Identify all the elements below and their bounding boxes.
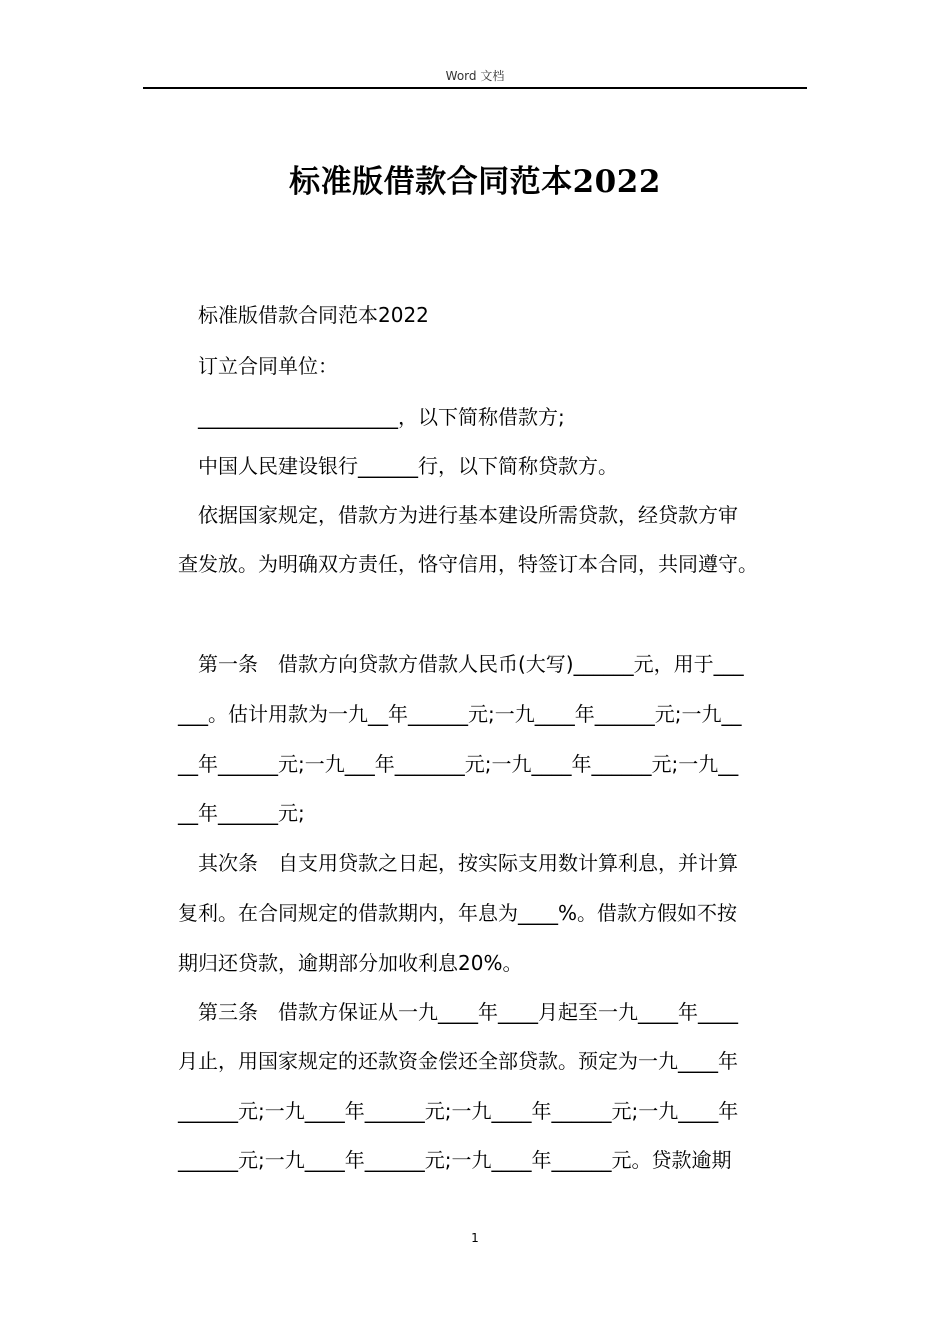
paragraph-line: 其次条 自支用贷款之日起，按实际支用数计算利息，并计算 (178, 851, 738, 875)
paragraph-line: 中国人民建设银行______行，以下简称贷款方。 (178, 454, 618, 478)
paragraph-line: ____________________，以下简称借款方; (178, 405, 565, 429)
header-divider (143, 87, 807, 89)
paragraph-line: 依据国家规定，借款方为进行基本建设所需贷款，经贷款方审 (178, 503, 738, 527)
paragraph-line: 第三条 借款方保证从一九____年____月起至一九____年____ (178, 1000, 738, 1024)
paragraph-line: ______元;一九____年______元;一九____年______元;一九____年 (178, 1099, 739, 1123)
paragraph-line: 查发放。为明确双方责任，恪守信用，特签订本合同，共同遵守。 (178, 552, 758, 576)
page-number: 1 (471, 1231, 479, 1245)
document-title: 标准版借款合同范本2022 (289, 164, 661, 200)
paragraph-line: 第一条 借款方向贷款方借款人民币(大写)______元，用于___ (178, 652, 744, 676)
paragraph-line: 标准版借款合同范本2022 (178, 303, 429, 327)
paragraph-line: 复利。在合同规定的借款期内，年息为____%。借款方假如不按 (178, 901, 738, 925)
paragraph-line: ___。估计用款为一九__年______元;一九____年______元;一九__ (178, 702, 742, 726)
paragraph-line: 月止，用国家规定的还款资金偿还全部贷款。预定为一九____年 (178, 1049, 738, 1073)
page-header: Word 文档 (445, 69, 505, 83)
paragraph-line: __年______元; (178, 801, 305, 825)
paragraph-line: ______元;一九____年______元;一九____年______元。贷款逾期 (178, 1148, 732, 1172)
paragraph-line: __年______元;一九___年_______元;一九____年______元;一九__ (178, 752, 739, 776)
paragraph-line: 期归还贷款，逾期部分加收利息20%。 (178, 951, 523, 975)
paragraph-line: 订立合同单位： (178, 354, 338, 378)
